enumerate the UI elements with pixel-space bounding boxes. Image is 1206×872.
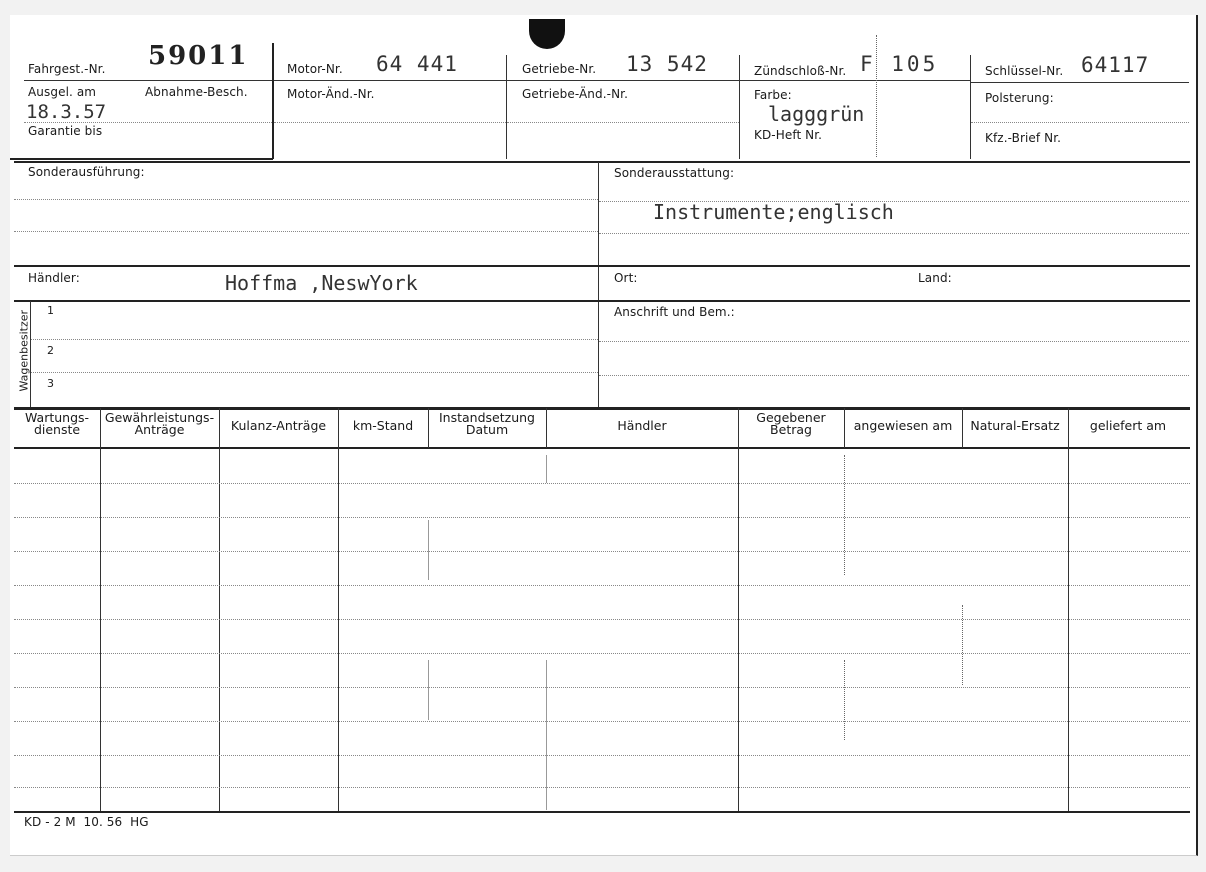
vehicle-record-card bbox=[10, 15, 1198, 856]
land-label: Land: bbox=[918, 271, 952, 285]
schluessel-value: 64117 bbox=[1081, 53, 1150, 77]
owner-number-2: 2 bbox=[47, 344, 55, 357]
haendler-label: Händler: bbox=[28, 271, 80, 285]
zuendschloss-value: F 105 bbox=[860, 52, 939, 76]
kfz-brief-label: Kfz.-Brief Nr. bbox=[985, 131, 1062, 145]
polsterung-label: Polsterung: bbox=[985, 91, 1054, 105]
col-header-instandsetzung: Instandsetzung Datum bbox=[439, 410, 535, 437]
getriebe-aend-label: Getriebe-Änd.-Nr. bbox=[522, 87, 629, 101]
owner-number-1: 1 bbox=[47, 304, 55, 317]
col-header-gegebener-betrag: Gegebener Betrag bbox=[756, 410, 826, 437]
owner-number-3: 3 bbox=[47, 377, 55, 390]
getriebe-label: Getriebe-Nr. bbox=[522, 62, 597, 76]
col-header-natural-ersatz: Natural-Ersatz bbox=[970, 418, 1060, 433]
getriebe-value: 13 542 bbox=[626, 52, 708, 76]
farbe-label: Farbe: bbox=[754, 88, 792, 102]
punch-hole bbox=[529, 19, 565, 49]
form-code: KD - 2 M 10. 56 HG bbox=[24, 815, 149, 829]
haendler-value: Hoffma ,NeswYork bbox=[225, 271, 418, 295]
sonderausstattung-label: Sonderausstattung: bbox=[614, 166, 735, 180]
fahrgest-value: 59011 bbox=[148, 41, 249, 71]
ausgel-label: Ausgel. am bbox=[28, 85, 97, 99]
sonderausfuehrung-label: Sonderausführung: bbox=[28, 165, 145, 179]
zuendschloss-label: Zündschloß-Nr. bbox=[754, 64, 847, 78]
anschrift-label: Anschrift und Bem.: bbox=[614, 305, 735, 319]
col-header-haendler: Händler bbox=[617, 418, 667, 433]
col-header-gewaehrleistung: Gewährleistungs- Anträge bbox=[104, 410, 215, 437]
col-header-wartungsdienste: Wartungs- dienste bbox=[24, 410, 90, 437]
col-header-kulanz: Kulanz-Anträge bbox=[230, 418, 327, 433]
garantie-label: Garantie bis bbox=[28, 124, 103, 138]
wagenbesitzer-label: Wagenbesitzer bbox=[17, 309, 31, 392]
col-header-km-stand: km-Stand bbox=[352, 418, 414, 433]
motor-aend-label: Motor-Änd.-Nr. bbox=[287, 87, 375, 101]
ort-label: Ort: bbox=[614, 271, 638, 285]
fahrgest-label: Fahrgest.-Nr. bbox=[28, 62, 106, 76]
motor-label: Motor-Nr. bbox=[287, 62, 343, 76]
kd-heft-label: KD-Heft Nr. bbox=[754, 128, 823, 142]
abnahme-label: Abnahme-Besch. bbox=[145, 85, 248, 99]
sonderausstattung-value: Instrumente;englisch bbox=[653, 200, 894, 224]
ausgel-value: 18.3.57 bbox=[26, 101, 107, 123]
schluessel-label: Schlüssel-Nr. bbox=[985, 64, 1064, 78]
motor-value: 64 441 bbox=[376, 52, 458, 76]
farbe-value: lagggrün bbox=[768, 102, 865, 126]
col-header-angewiesen-am: angewiesen am bbox=[853, 418, 953, 433]
col-header-geliefert-am: geliefert am bbox=[1089, 418, 1167, 433]
